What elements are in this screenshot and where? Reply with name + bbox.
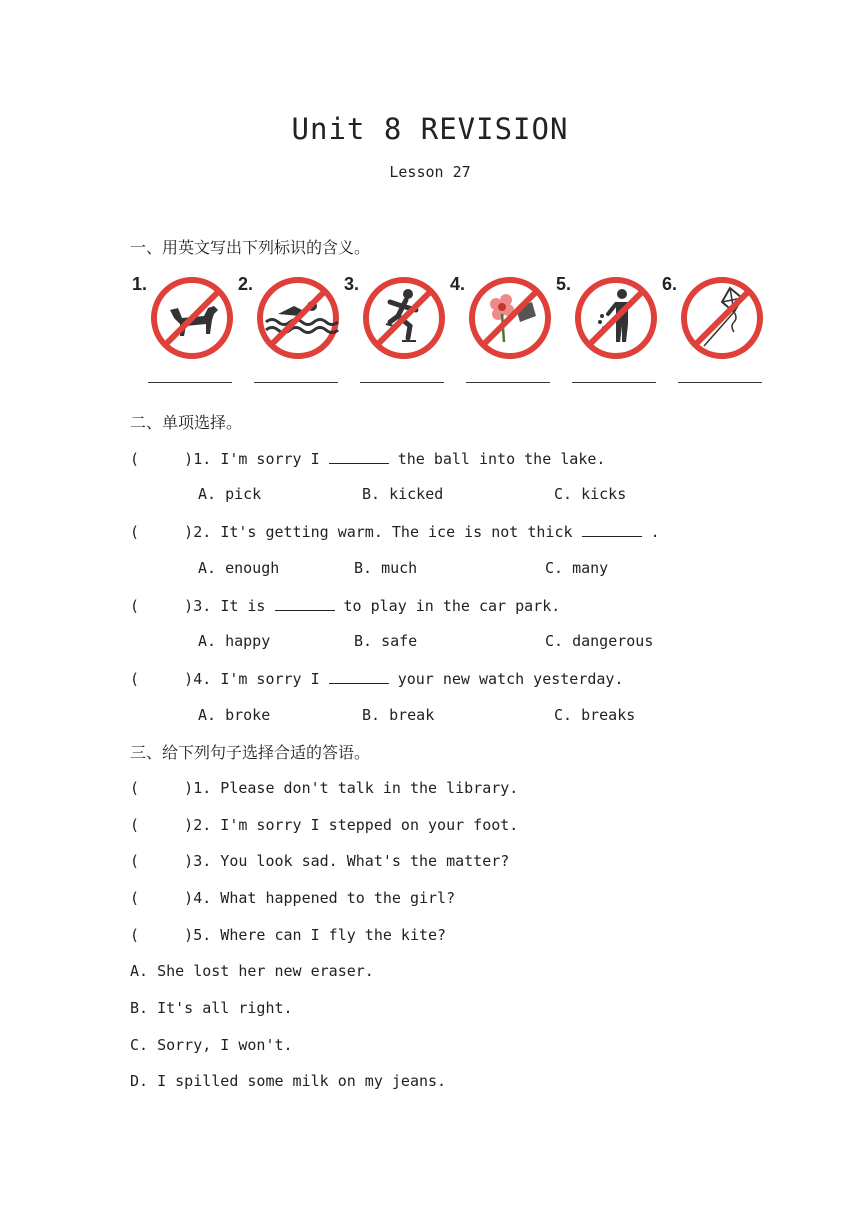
sign-number: 2. [238, 274, 254, 294]
mc-question [130, 449, 605, 468]
answer-option: C. Sorry, I won't. [130, 1036, 293, 1054]
sign-item [660, 268, 768, 394]
sign-item [236, 268, 344, 394]
question-text: 4. What happened to the girl? [193, 889, 456, 907]
match-question [130, 889, 455, 907]
option-b[interactable]: B. break [362, 706, 435, 724]
no-kite-flying-icon [678, 272, 766, 360]
match-question [130, 779, 518, 797]
question-text: It's getting warm. The ice is not thick [220, 523, 582, 541]
option-c[interactable]: C. breaks [554, 706, 636, 724]
sign-number: 3. [344, 274, 360, 294]
no-swimming-icon [254, 272, 342, 360]
question-text: . [641, 523, 660, 541]
question-text: I'm sorry I [220, 670, 329, 688]
page-title: Unit 8 REVISION [291, 112, 569, 146]
answer-blank[interactable] [148, 382, 232, 383]
question-text: I'm sorry I [220, 450, 329, 468]
answer-paren[interactable]: ( ) [130, 670, 194, 688]
sign-number: 6. [662, 274, 678, 294]
question-text: It is [220, 597, 275, 615]
fill-blank[interactable] [275, 596, 335, 611]
question-text: 1. Please don't talk in the library. [193, 779, 519, 797]
option-b[interactable]: B. much [354, 559, 418, 577]
mc-question [130, 596, 560, 615]
question-number: 3. [193, 597, 212, 615]
no-dogs-icon [148, 272, 236, 360]
answer-paren[interactable]: ( ) [130, 852, 194, 870]
fill-blank[interactable] [329, 449, 389, 464]
option-a[interactable]: A. happy [198, 632, 271, 650]
sign-number: 1. [132, 274, 148, 294]
lesson-subtitle: Lesson 27 [389, 163, 471, 181]
answer-blank[interactable] [572, 382, 656, 383]
answer-paren[interactable]: ( ) [130, 779, 194, 797]
answer-blank[interactable] [254, 382, 338, 383]
option-b[interactable]: B. kicked [362, 485, 444, 503]
sign-number: 4. [450, 274, 466, 294]
section-3-heading: 三、给下列句子选择合适的答语。 [130, 743, 371, 762]
no-littering-icon [572, 272, 660, 360]
question-text: 3. You look sad. What's the matter? [193, 852, 510, 870]
mc-question [130, 669, 624, 688]
question-text: 2. I'm sorry I stepped on your foot. [193, 816, 519, 834]
answer-blank[interactable] [466, 382, 550, 383]
answer-option: D. I spilled some milk on my jeans. [130, 1072, 447, 1090]
question-text: the ball into the lake. [388, 450, 606, 468]
no-picking-flowers-icon [466, 272, 554, 360]
question-text: to play in the car park. [334, 597, 561, 615]
mc-question [130, 522, 660, 541]
option-c[interactable]: C. many [545, 559, 609, 577]
question-text: 5. Where can I fly the kite? [193, 926, 447, 944]
section-1-heading: 一、用英文写出下列标识的含义。 [130, 238, 371, 257]
answer-paren[interactable]: ( ) [130, 523, 194, 541]
question-number: 1. [193, 450, 212, 468]
answer-paren[interactable]: ( ) [130, 889, 194, 907]
answer-paren[interactable]: ( ) [130, 597, 194, 615]
answer-paren[interactable]: ( ) [130, 926, 194, 944]
answer-option: A. She lost her new eraser. [130, 962, 374, 980]
match-question [130, 816, 518, 834]
answer-blank[interactable] [360, 382, 444, 383]
question-number: 4. [193, 670, 212, 688]
option-c[interactable]: C. kicks [554, 485, 627, 503]
option-a[interactable]: A. broke [198, 706, 271, 724]
no-skating-icon [360, 272, 448, 360]
option-b[interactable]: B. safe [354, 632, 418, 650]
sign-row [130, 268, 770, 394]
section-2-heading: 二、单项选择。 [130, 413, 243, 432]
fill-blank[interactable] [329, 669, 389, 684]
answer-paren[interactable]: ( ) [130, 816, 194, 834]
match-question [130, 926, 446, 944]
fill-blank[interactable] [582, 522, 642, 537]
answer-option: B. It's all right. [130, 999, 293, 1017]
question-text: your new watch yesterday. [388, 670, 624, 688]
answer-blank[interactable] [678, 382, 762, 383]
match-question [130, 852, 509, 870]
question-number: 2. [193, 523, 212, 541]
sign-item [554, 268, 662, 394]
answer-paren[interactable]: ( ) [130, 450, 194, 468]
sign-item [448, 268, 556, 394]
option-a[interactable]: A. pick [198, 485, 262, 503]
option-a[interactable]: A. enough [198, 559, 280, 577]
sign-number: 5. [556, 274, 572, 294]
option-c[interactable]: C. dangerous [545, 632, 654, 650]
sign-item [342, 268, 450, 394]
sign-item [130, 268, 238, 394]
